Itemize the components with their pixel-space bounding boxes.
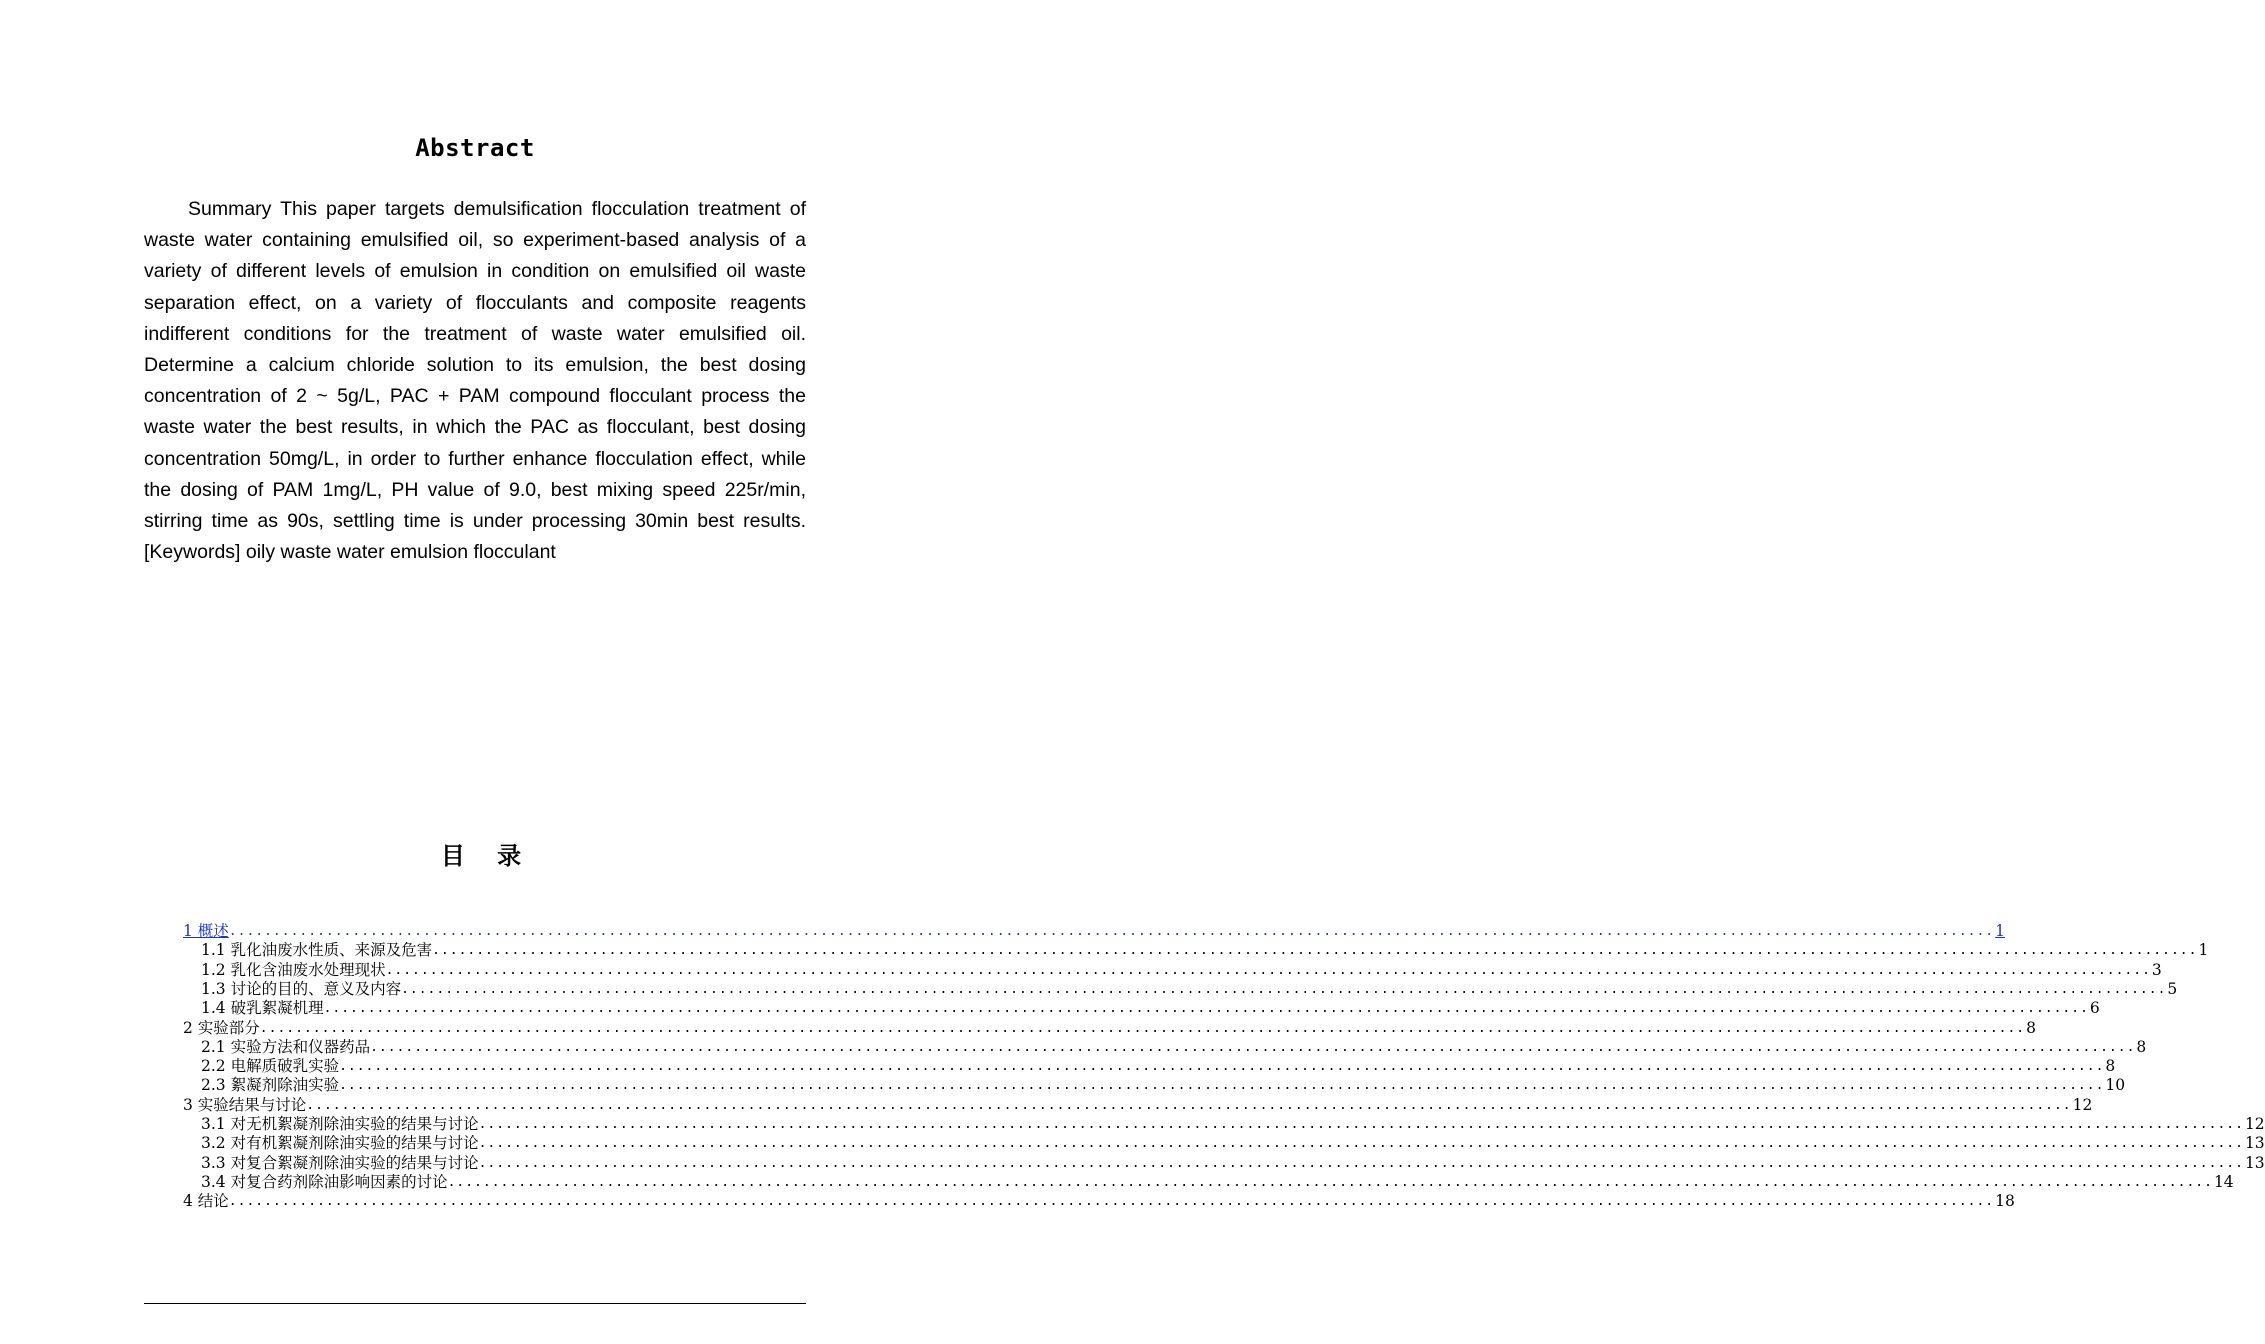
toc-entry-4[interactable] (183, 1192, 2015, 1211)
toc-entry-page: 14 (2213, 1172, 2234, 1191)
toc-title: 目 录 (440, 842, 534, 870)
toc-entry-label: 2.2 电解质破乳实验 (201, 1057, 340, 1076)
toc-entry-1-3[interactable] (201, 979, 2178, 999)
toc-leader-dots: ........................................................................................................................................................................................................ (478, 1117, 2244, 1132)
toc-entry-label: 2.1 实验方法和仪器药品 (201, 1037, 371, 1056)
toc-entry-label: 3.1 对无机絮凝剂除油实验的结果与讨论 (201, 1115, 479, 1133)
toc-leader-dots: ........................................................................................................................................................................................................ (370, 1039, 2136, 1055)
toc-entry-label: 4 结论 (183, 1192, 229, 1211)
toc-entry-page: 8 (2105, 1057, 2116, 1076)
toc-entry-label: 1.2 乳化含油废水处理现状 (201, 960, 386, 979)
toc-entry-page: 1 (1995, 922, 2006, 940)
toc-entry-3[interactable] (183, 1095, 2093, 1115)
toc-leader-dots: ........................................................................................................................................................................................................ (447, 1174, 2213, 1190)
toc-entry-page: 6 (2089, 999, 2100, 1018)
toc-entry-3-4[interactable] (201, 1172, 2234, 1192)
toc-leader-dots: ........................................................................................................................................................................................................ (339, 1059, 2105, 1075)
toc-entry-1-1[interactable] (201, 941, 2209, 960)
toc-entry-3-3[interactable] (201, 1153, 2265, 1173)
toc-leader-dots: ........................................................................................................................................................................................................ (432, 943, 2198, 959)
toc-entry-page: 13 (2244, 1153, 2265, 1172)
toc-entry-label: 1.3 讨论的目的、意义及内容 (201, 979, 402, 998)
abstract-body: Summary This paper targets demulsification flocculation treatment of waste water containing emulsified oil, so experiment-based analysis of a variety of different levels of emulsion in condition on emulsified oil waste separation effect, on a variety of flocculants and composite reagents indifferent conditions for the treatment of waste water emulsified oil. Determine a calcium chloride solution to its emulsion, the best dosing concentration of 2 ~ 5g/L, PAC + PAM compound flocculant process the waste water the best results, in which the PAC as flocculant, best dosing concentration 50mg/L, in order to further enhance flocculation effect, while the dosing of PAM 1mg/L, PH value of 9.0, best mixing speed 225r/min, stirring time as 90s, settling time is under processing 30min best results. [Keywords] oily waste water emulsion flocculant (144, 198, 806, 564)
toc-entry-label: 3.3 对复合絮凝剂除油实验的结果与讨论 (201, 1153, 479, 1172)
toc-entry-1-4[interactable] (201, 999, 2100, 1018)
footer-divider (144, 1303, 806, 1304)
toc-leader-dots: ........................................................................................................................................................................................................ (259, 1020, 2026, 1036)
toc-entry-label: 3 实验结果与讨论 (183, 1095, 307, 1114)
toc-entry-2-1[interactable] (201, 1037, 2147, 1057)
toc-entry-2-2[interactable] (201, 1057, 2116, 1076)
toc-entry-page: 1 (2198, 941, 2209, 960)
toc-entry-2-3[interactable] (201, 1076, 2126, 1095)
toc-entry-label: 1.1 乳化油废水性质、来源及危害 (201, 941, 433, 960)
toc-leader-dots: ........................................................................................................................................................................................................ (385, 962, 2151, 978)
toc-entry-page: 18 (1995, 1192, 2015, 1211)
abstract-title: Abstract (415, 134, 535, 162)
toc-entry-page: 13 (2244, 1134, 2265, 1153)
toc-entry-page: 12 (2072, 1095, 2093, 1114)
toc-entry-page: 8 (2026, 1018, 2037, 1037)
toc-leader-dots: ........................................................................................................................................................................................................ (478, 1155, 2244, 1171)
toc-leader-dots: ........................................................................................................................................................................................................ (323, 1001, 2089, 1017)
toc-entry-label: 2 实验部分 (183, 1018, 260, 1037)
toc-leader-dots: ........................................................................................................................................................................................................ (401, 981, 2167, 997)
toc-entry-1-2[interactable] (201, 960, 2162, 980)
toc-entry-2[interactable] (183, 1018, 2037, 1038)
toc-leader-dots: ........................................................................................................................................................................................................ (339, 1078, 2105, 1094)
toc-entry-page: 10 (2105, 1076, 2126, 1095)
toc-entry-1[interactable] (183, 922, 2006, 941)
toc-leader-dots: ........................................................................................................................................................................................................ (228, 1194, 1995, 1210)
toc-entry-page: 5 (2167, 979, 2178, 998)
toc-entry-label: 2.3 絮凝剂除油实验 (201, 1076, 340, 1095)
toc-leader-dots: ........................................................................................................................................................................................................ (228, 924, 1995, 939)
toc-entry-page: 3 (2151, 960, 2162, 979)
toc-entry-page: 8 (2136, 1037, 2147, 1056)
toc-entry-3-1[interactable] (201, 1115, 2265, 1134)
toc-entry-label: 3.4 对复合药剂除油影响因素的讨论 (201, 1172, 448, 1191)
toc-entry-label: 3.2 对有机絮凝剂除油实验的结果与讨论 (201, 1134, 479, 1153)
toc-entry-label: 1 概述 (183, 922, 229, 940)
toc-entry-label: 1.4 破乳絮凝机理 (201, 999, 324, 1018)
toc-entry-3-2[interactable] (201, 1134, 2265, 1153)
toc-entry-page: 12 (2244, 1115, 2265, 1133)
toc-leader-dots: ........................................................................................................................................................................................................ (478, 1136, 2244, 1152)
toc-leader-dots: ........................................................................................................................................................................................................ (306, 1097, 2072, 1113)
